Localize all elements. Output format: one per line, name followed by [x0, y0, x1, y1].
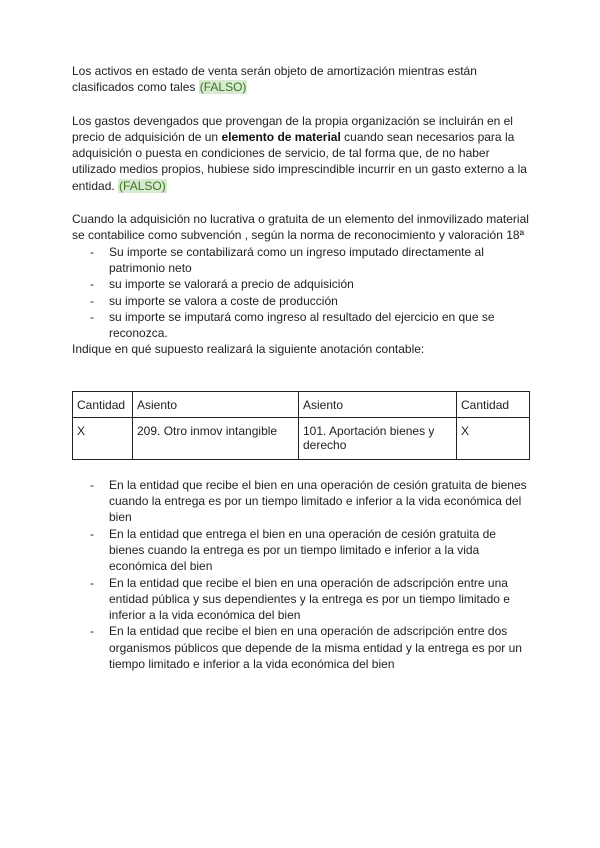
options-list-subvencion	[72, 244, 534, 342]
statement-text-a: Los gastos devengados que provengan de la propia organización se incluirán en el precio de adquisición de un	[72, 113, 513, 144]
header-cell: Cantidad	[73, 391, 133, 417]
list-item: - su importe se valorará a precio de adquisición	[72, 276, 534, 292]
header-cell: Asiento	[299, 391, 457, 417]
options-list-anotacion	[72, 477, 534, 673]
list-item: - En la entidad que recibe el bien en una operación de adscripción entre una entidad pública y sus dependientes y la entrega es por un tiempo limitado e inferior a la vida económica del bien	[72, 575, 534, 624]
table-header-row	[73, 391, 530, 417]
statement-amortizacion	[72, 63, 534, 96]
table-cell: X	[73, 417, 133, 459]
header-cell: Asiento	[133, 391, 299, 417]
answer-falso-badge: (FALSO)	[199, 80, 247, 95]
list-item: - Su importe se contabilizará como un ingreso imputado directamente al patrimonio neto	[72, 244, 534, 277]
table-cell: X	[457, 417, 530, 459]
table-cell: 101. Aportación bienes y derecho	[299, 417, 457, 459]
question-anotacion: Indique en qué supuesto realizará la siguiente anotación contable:	[72, 342, 425, 357]
header-cell: Cantidad	[457, 391, 530, 417]
bold-term: elemento de material	[221, 129, 341, 144]
statement-gastos	[72, 113, 534, 194]
question-subvencion: Cuando la adquisición no lucrativa o gratuita de un elemento del inmovilizado material se contabilice como subvención , según la norma de reconocimiento y valoración 18ª	[72, 212, 529, 243]
statement-text: Los activos en estado de venta serán objeto de amortización mientras están clasificados como tales	[72, 64, 477, 95]
list-item: - En la entidad que recibe el bien en una operación de cesión gratuita de bienes cuando la entrega es por un tiempo limitado e inferior a la vida económica del bien	[72, 477, 534, 526]
list-item: - su importe se imputará como ingreso al resultado del ejercicio en que se reconozca.	[72, 309, 534, 342]
statement-text-b: cuando sean necesarios para la adquisición o puesta en condiciones de servicio, de tal forma que, de no haber utilizado medios propios, hubiese sido imprescindible incurrir en un gasto externo a la entidad.	[72, 129, 527, 193]
journal-entry-table	[72, 391, 530, 460]
answer-falso-badge: (FALSO)	[119, 178, 166, 193]
table-cell: 209. Otro inmov intangible	[133, 417, 299, 459]
list-item: - En la entidad que entrega el bien en una operación de cesión gratuita de bienes cuando la entrega es por un tiempo limitado e inferior a la vida económica del bien	[72, 526, 534, 575]
document-page	[72, 63, 534, 672]
table-row	[73, 417, 530, 459]
list-item: - En la entidad que recibe el bien en una operación de adscripción entre dos organismos públicos que depende de la misma entidad y la entrega es por un tiempo limitado e inferior a la vida económica del bien	[72, 623, 534, 672]
list-item: - su importe se valora a coste de producción	[72, 293, 534, 309]
